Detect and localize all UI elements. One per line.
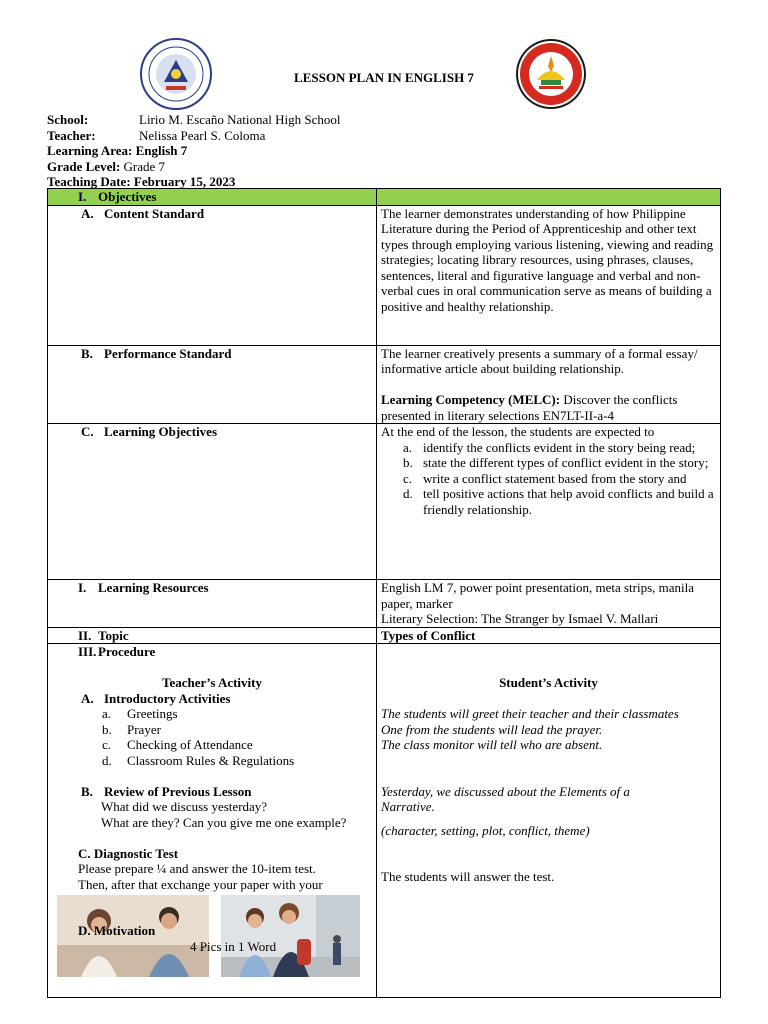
diagnostic-text-1: Please prepare ¼ and answer the 10-item test. — [78, 861, 316, 876]
list-item: c. Checking of Attendance — [102, 737, 253, 752]
content-standard-text: The learner demonstrates understanding of how Philippine Literature during the Period of Apprenticeship and other text types through employing various listening, viewing and reading strategies; locating library resources, using phrases, clauses, sentences, literal and figurative language and verbal and non-verbal cues in oral communication serve as means of building a positive and healthy relationship. — [377, 205, 721, 345]
introductory-activities-list — [52, 706, 372, 768]
teacher-value: Nelissa Pearl S. Coloma — [139, 127, 266, 143]
topic-label: Topic — [98, 627, 129, 643]
list-item: d. tell positive actions that help avoid conflicts and build a friendly relationship. — [403, 486, 714, 517]
literary-selection: Literary Selection: The Stranger by Ismael V. Mallari — [381, 611, 659, 626]
procedure-label: Procedure — [98, 644, 156, 659]
performance-standard-row: B. Performance Standard The learner creatively presents a summary of a formal essay/ informative article about building relationship. Learning Competency (MELC): Discover the conflicts presented in literary selections EN7LT-II-a-4 — [48, 345, 721, 424]
teacher-activity-heading: Teacher’s Activity — [161, 675, 262, 690]
learning-objectives-label: Learning Objectives — [104, 424, 218, 439]
content-standard-label: Content Standard — [104, 205, 205, 221]
list-item: a. identify the conflicts evident in the story being read; — [403, 439, 696, 455]
topic-value: Types of Conflict — [377, 627, 721, 644]
list-item: b. state the different types of conflict evident in the story; — [403, 455, 709, 470]
student-diagnostic: The students will answer the test. — [381, 869, 555, 884]
lesson-info — [47, 112, 340, 190]
learning-area: Learning Area: English 7 — [47, 143, 188, 158]
student-review-1: Yesterday, we discussed about the Elements of a Narrative. — [381, 783, 630, 814]
list-item: a. Greetings — [102, 706, 178, 721]
grade-label: Grade Level: — [47, 158, 121, 174]
school-label: School: — [47, 112, 89, 127]
learning-objectives-intro: At the end of the lesson, the students are expected to — [381, 424, 655, 439]
grade-value: Grade 7 — [120, 158, 166, 174]
review-label: Review of Previous Lesson — [104, 783, 252, 799]
lesson-plan-table — [47, 188, 721, 998]
objectives-heading: Objectives — [98, 189, 157, 204]
student-intro-1: The students will greet their teacher and their classmates — [381, 706, 679, 721]
list-item: b. Prayer — [102, 721, 161, 737]
learning-resources-row: I. Learning Resources English LM 7, power point presentation, meta strips, manila paper, marker Literary Selection: The Stranger by Ismael V. Mallari — [48, 580, 721, 628]
motivation-subtitle: 4 Pics in 1 Word — [190, 938, 277, 954]
objectives-list — [381, 440, 716, 518]
list-item: c. write a conflict statement based from the story and — [403, 470, 687, 486]
diagnostic-test-label: C. Diagnostic Test — [78, 845, 179, 861]
motivation-label: D. Motivation — [78, 923, 156, 938]
student-activity-heading: Student’s Activity — [499, 675, 598, 690]
school-value: Lirio M. Escaño National High School — [139, 112, 341, 127]
content-standard-row: A. Content Standard The learner demonstrates understanding of how Philippine Literature during the Period of Apprenticeship and other text types through employing various listening, viewing and reading strategies; locating library resources, using phrases, clauses, sentences, literal and figurative language and verbal and non-verbal cues in oral communication serve as means of building a positive and healthy relationship. — [48, 205, 721, 345]
learning-resources-label: Learning Resources — [98, 580, 209, 595]
melc-label: Learning Competency (MELC): — [381, 392, 561, 407]
review-question-2: What are they? Can you give me one example? — [101, 814, 347, 830]
performance-standard-text: The learner creatively presents a summary of a formal essay/ informative article about building relationship. — [381, 345, 698, 376]
teaching-date: Teaching Date: February 15, 2023 — [47, 174, 236, 189]
learning-objectives-row: C. Learning Objectives At the end of the lesson, the students are expected to a. identify the conflicts evident in the story being read; b. state the different types of conflict evident in the story; c. write a conflict statement based from the story and d. tell positive actions that help avoid conflicts and build a friendly relationship. — [48, 424, 721, 580]
student-review-2: (character, setting, plot, conflict, theme) — [381, 822, 590, 838]
procedure-row: III. Procedure Teacher’s Activity A. Introductory Activities a. Greetings b. Prayer c. Checking of Attendance d. Classroom Rules & Regulations B. Review of Previous Lesson What did we discuss yesterday? What are they? Can you give me one example? C. Diagnostic Test Please prepare ¼ and answer the 10-item test. Then, after that exchange your paper with your D. Motivation 4 Pics in 1 Word Student’s Activity The students will greet their teacher and their classmates One from the students will lead the prayer. The class monitor will tell who are absent. Yesterday, we discussed about the Elements of a Narrative. (character, setting, plot, conflict, theme) The students will answer the test. — [48, 644, 721, 998]
review-question-1: What did we discuss yesterday? — [101, 799, 268, 814]
student-intro-2: One from the students will lead the prayer. — [381, 721, 603, 737]
document-title: LESSON PLAN IN ENGLISH 7 — [294, 70, 474, 85]
introductory-activities-label: Introductory Activities — [104, 690, 231, 706]
melc-text: Discover the conflicts presented in literary selections EN7LT-II-a-4 — [381, 392, 678, 423]
objectives-row: I. Objectives — [48, 189, 721, 206]
list-item: d. Classroom Rules & Regulations — [102, 752, 295, 768]
teacher-label: Teacher: — [47, 127, 96, 143]
student-intro-3: The class monitor will tell who are absent. — [381, 737, 603, 752]
diagnostic-text-2: Then, after that exchange your paper with your — [78, 876, 323, 892]
topic-row: II. Topic Types of Conflict — [48, 627, 721, 644]
performance-standard-label: Performance Standard — [104, 345, 232, 361]
learning-resources-text: English LM 7, power point presentation, meta strips, manila paper, marker — [381, 580, 695, 611]
school-seal-logo — [515, 38, 587, 110]
